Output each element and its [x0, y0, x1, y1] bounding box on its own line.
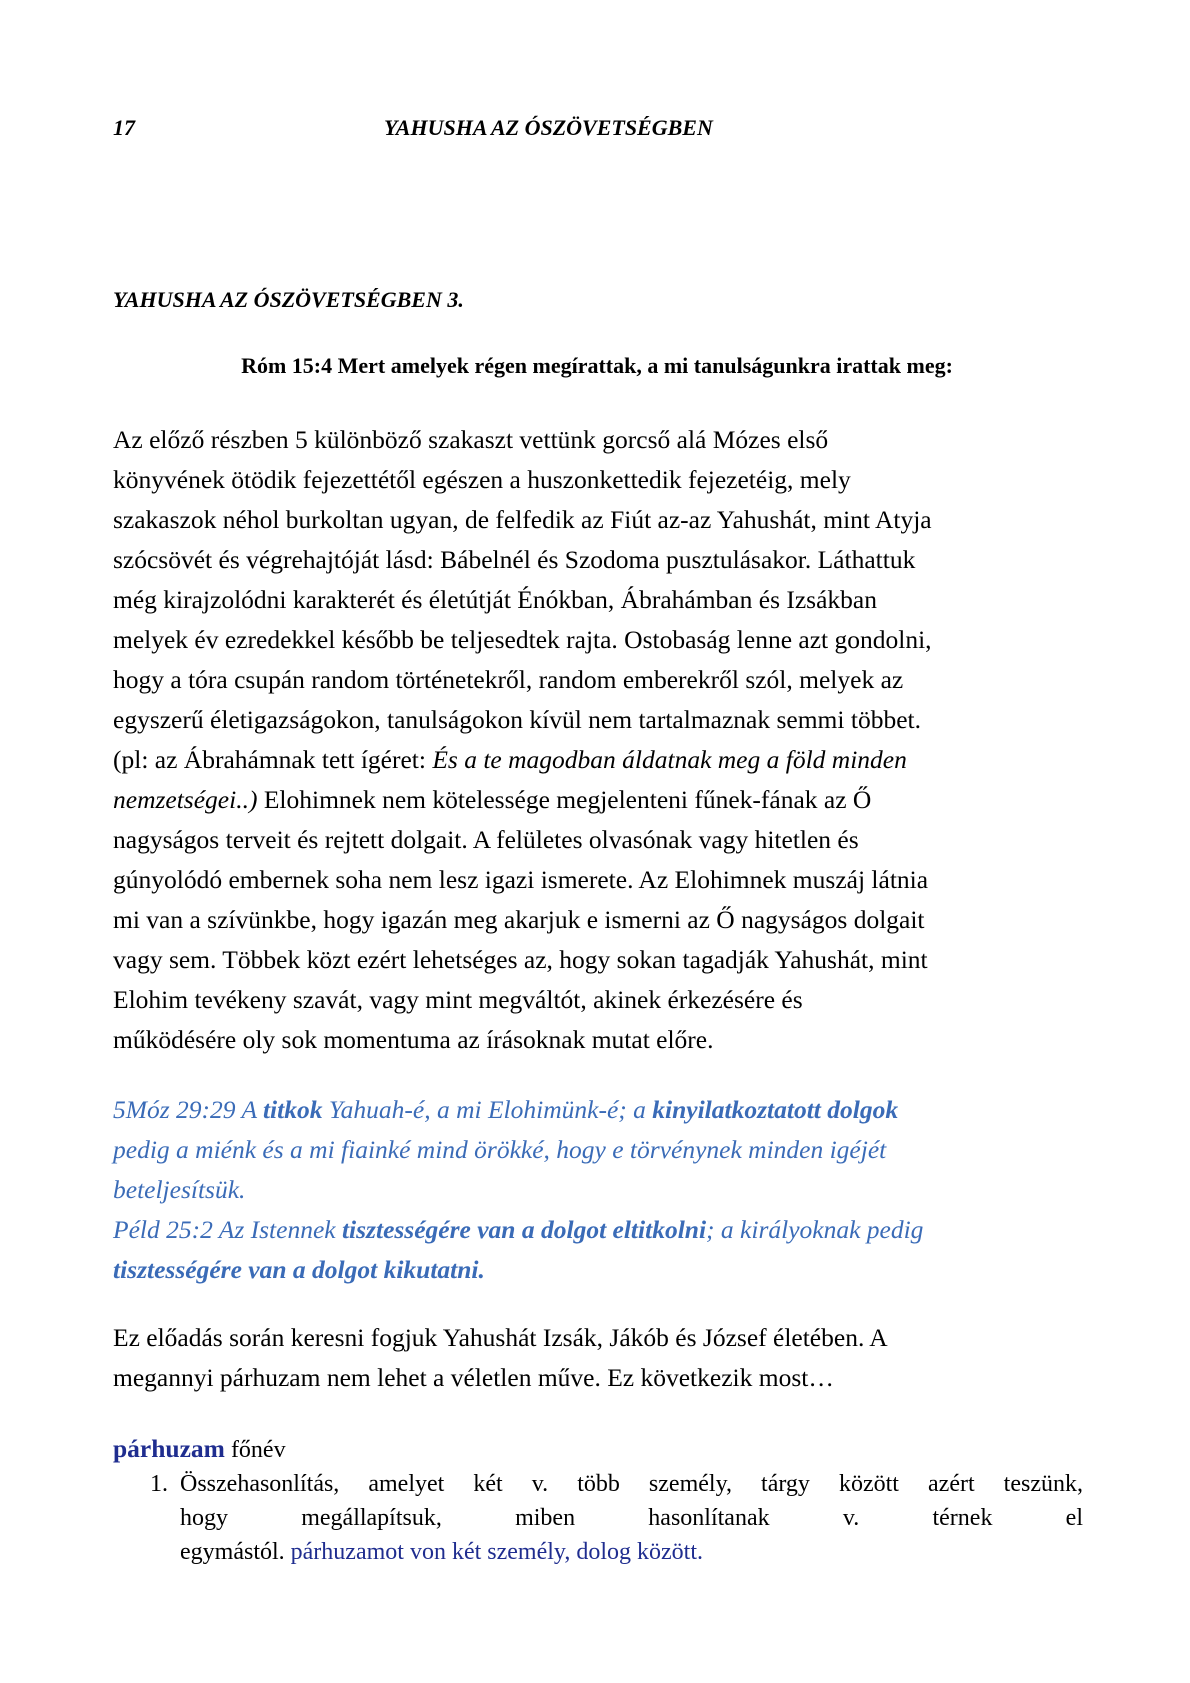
quote-ref: 5Móz 29:29 A [113, 1095, 263, 1124]
quote-emphasis: tisztességére van a dolgot kikutatni. [113, 1255, 485, 1284]
paragraph-line [113, 740, 1093, 780]
motto-verse: Róm 15:4 Mert amelyek régen megírattak, a mi tanulságunkra irattak meg: [241, 353, 953, 378]
definition-line: Összehasonlítás, amelyet két v. több személy, tárgy között azért teszünk, [180, 1471, 1083, 1497]
paragraph-line: egyszerű életigazságokon, tanulságokon kívül nem tartalmaznak semmi többet. [113, 705, 921, 734]
page-number: 17 [113, 115, 135, 140]
definition-heading [113, 1432, 1083, 1467]
paragraph-line: gúnyolódó embernek soha nem lesz igazi ismerete. Az Elohimnek muszáj látnia [113, 865, 929, 894]
running-header: YAHUSHA AZ ÓSZÖVETSÉGBEN [384, 115, 713, 140]
paragraph-line: melyek év ezredekkel később be teljesedtek rajta. Ostobaság lenne azt gondolni, [113, 625, 932, 654]
italic-quote: És a te magodban áldatnak meg a föld minden [432, 745, 907, 774]
quote-emphasis: titkok [262, 1095, 323, 1124]
text-run: (pl: az Ábrahámnak tett ígéret: [113, 745, 433, 774]
text-run: Elohimnek nem kötelessége megjelenteni fűnek-fának az Ő [257, 785, 872, 814]
section-title: YAHUSHA AZ ÓSZÖVETSÉGBEN 3. [113, 287, 464, 312]
definition-term: párhuzam [113, 1434, 225, 1463]
quote-line [113, 1090, 1093, 1130]
dictionary-definition [113, 1432, 1083, 1569]
paragraph-line: még kirajzolódni karakterét és életútját Énókban, Ábrahámban és Izsákban [113, 585, 877, 614]
definition-line: hogy megállapítsuk, miben hasonlítanak v. térnek el [180, 1505, 1083, 1531]
definition-item [113, 1467, 1083, 1569]
scripture-quotes [113, 1090, 1093, 1290]
text-run: ; a királyoknak pedig [706, 1215, 924, 1244]
paragraph-line: nagyságos terveit és rejtett dolgait. A felületes olvasónak vagy hitetlen és [113, 825, 859, 854]
paragraph-line: vagy sem. Többek közt ezért lehetséges az, hogy sokan tagadják Yahushát, mint [113, 945, 928, 974]
paragraph-line: könyvének ötödik fejezettétől egészen a huszonkettedik fejezetéig, mely [113, 465, 851, 494]
part-of-speech: főnév [224, 1437, 286, 1463]
quote-emphasis: kinyilatkoztatott dolgok [652, 1095, 899, 1124]
quote-line [113, 1210, 1093, 1250]
paragraph-line: hogy a tóra csupán random történetekről, random emberekről szól, melyek az [113, 665, 904, 694]
text-run: egymástól. [180, 1539, 291, 1565]
usage-example: párhuzamot von két személy, dolog között. [290, 1539, 703, 1565]
italic-quote: nemzetségei..) [113, 785, 258, 814]
paragraph-line: Elohim tevékeny szavát, vagy mint megváltót, akinek érkezésére és [113, 985, 803, 1014]
item-number: 1. [150, 1471, 168, 1497]
paragraph-line: Az előző részben 5 különböző szakaszt vettünk gorcső alá Mózes első [113, 425, 829, 454]
paragraph-line [113, 780, 1093, 820]
text-run: Yahuah-é, a mi Elohimünk-é; a [322, 1095, 653, 1124]
paragraph-line: szócsövét és végrehajtóját lásd: Bábelnél és Szodoma pusztulásakor. Láthattuk [113, 545, 916, 574]
intro-paragraph [113, 420, 1093, 1060]
paragraph-line: működésére oly sok momentuma az írásoknak mutat előre. [113, 1025, 714, 1054]
definition-list [113, 1467, 1083, 1569]
paragraph-line: megannyi párhuzam nem lehet a véletlen műve. Ez következik most… [113, 1363, 834, 1392]
paragraph-line: Ez előadás során keresni fogjuk Yahushát Izsák, Jákób és József életében. A [113, 1323, 888, 1352]
paragraph-line: mi van a szívünkbe, hogy igazán meg akarjuk e ismerni az Ő nagyságos dolgait [113, 905, 925, 934]
definition-line [180, 1535, 1083, 1569]
quote-line: pedig a miénk és a mi fiainké mind örökké, hogy e törvénynek minden igéjét [113, 1135, 887, 1164]
quote-line [113, 1250, 1093, 1290]
quote-line: beteljesítsük. [113, 1175, 246, 1204]
outro-paragraph [113, 1318, 1093, 1398]
quote-ref: Péld 25:2 Az Istennek [113, 1215, 342, 1244]
paragraph-line: szakaszok néhol burkoltan ugyan, de felfedik az Fiút az-az Yahushát, mint Atyja [113, 505, 932, 534]
quote-emphasis: tisztességére van a dolgot eltitkolni [341, 1215, 707, 1244]
